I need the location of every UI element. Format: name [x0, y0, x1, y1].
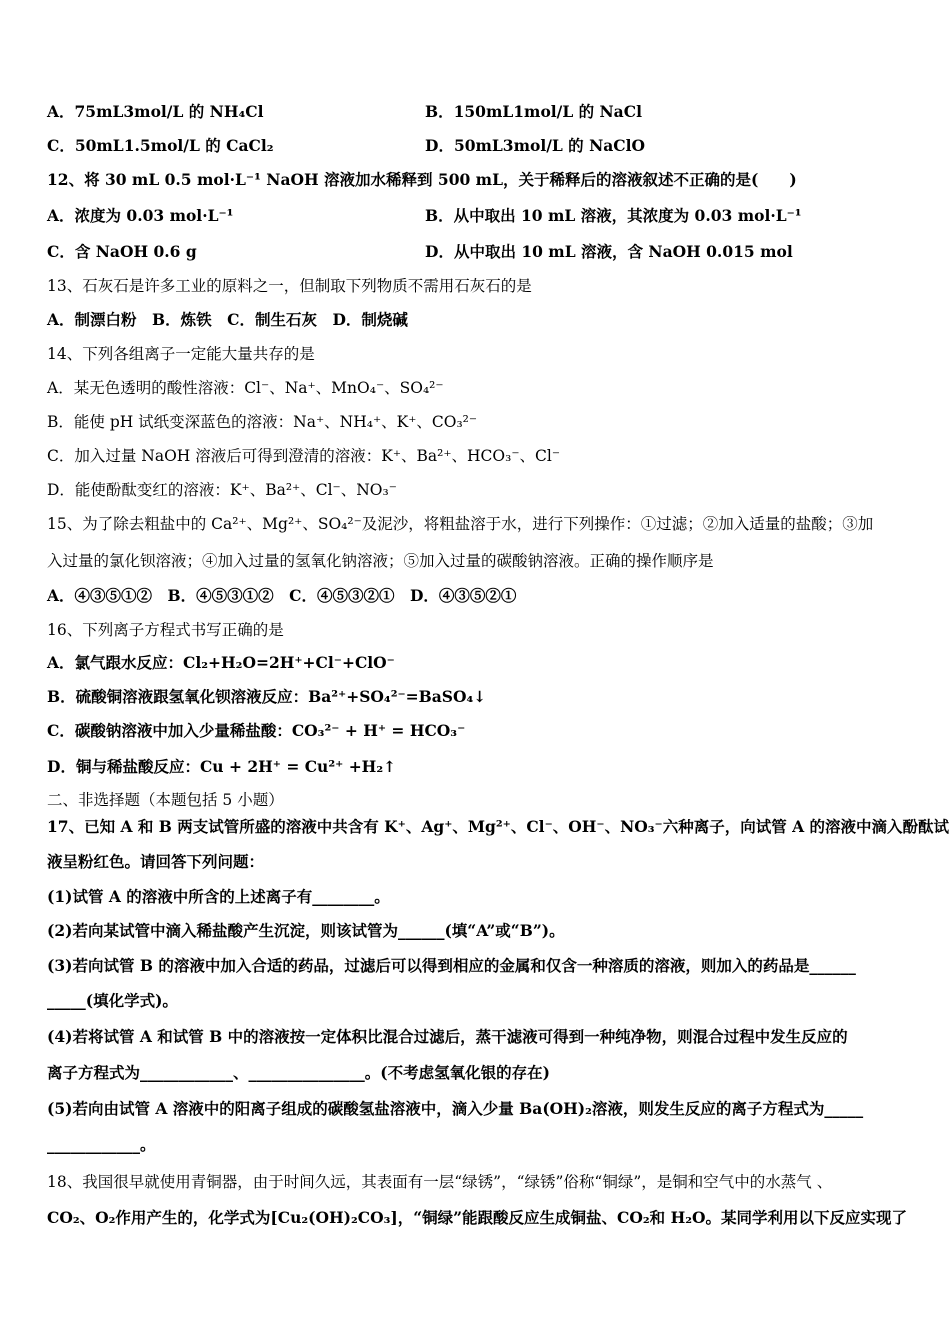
- q17-part2: (2)若向某试管中滴入稀盐酸产生沉淀，则该试管为______(填“A”或“B”)。: [47, 921, 565, 940]
- q17-part5-line1: (5)若向由试管 A 溶液中的阳离子组成的碳酸氢盐溶液中，滴入少量 Ba(OH)₂溶液，则发生反应的离子方程式为_____: [47, 1099, 864, 1118]
- q12-options-row2: [47, 242, 793, 262]
- option-d: D．从中取出 10 mL 溶液，含 NaOH 0.015 mol: [425, 242, 793, 261]
- q14-option-b: B．能使 pH 试纸变深蓝色的溶液：Na⁺、NH₄⁺、K⁺、CO₃²⁻: [47, 413, 478, 431]
- q11-options-row1: [47, 102, 642, 122]
- option-c: C．50mL1.5mol/L 的 CaCl₂: [47, 136, 274, 155]
- q16-stem: 16、下列离子方程式书写正确的是: [47, 621, 284, 639]
- q14-option-d: D．能使酚酞变红的溶液：K⁺、Ba²⁺、Cl⁻、NO₃⁻: [47, 481, 397, 499]
- option-b: B．从中取出 10 mL 溶液，其浓度为 0.03 mol·L⁻¹: [425, 206, 802, 225]
- q14-option-a: A．某无色透明的酸性溶液：Cl⁻、Na⁺、MnO₄⁻、SO₄²⁻: [47, 379, 444, 397]
- option-b: B．150mL1mol/L 的 NaCl: [425, 102, 642, 121]
- q17-part4-line2: 离子方程式为____________、_______________。(不考虑氢氧化银的存在): [47, 1063, 550, 1082]
- q16-option-a: A．氯气跟水反应：Cl₂+H₂O=2H⁺+Cl⁻+ClO⁻: [47, 653, 395, 672]
- q17-part4-line1: (4)若将试管 A 和试管 B 中的溶液按一定体积比混合过滤后，蒸干滤液可得到一种纯净物，则混合过程中发生反应的: [47, 1027, 848, 1046]
- q18-stem-line1: 18、我国很早就使用青铜器，由于时间久远，其表面有一层“绿锈”，“绿锈”俗称“铜绿”，是铜和空气中的水蒸气 、: [47, 1173, 833, 1191]
- option-a: A．浓度为 0.03 mol·L⁻¹: [47, 206, 234, 225]
- q17-part5-line2: ____________。: [47, 1135, 156, 1154]
- q12-stem: 12、将 30 mL 0.5 mol·L⁻¹ NaOH 溶液加水稀释到 500 mL，关于稀释后的溶液叙述不正确的是( ): [47, 170, 797, 189]
- q17-part3-line1: (3)若向试管 B 的溶液中加入合适的药品，过滤后可以得到相应的金属和仅含一种溶质的溶液，则加入的药品是______: [47, 956, 856, 975]
- q16-option-d: D．铜与稀盐酸反应：Cu + 2H⁺ = Cu²⁺ +H₂↑: [47, 757, 397, 776]
- q17-part3-line2: _____(填化学式)。: [47, 991, 178, 1010]
- q17-part1: (1)试管 A 的溶液中所含的上述离子有________。: [47, 887, 390, 906]
- option-d: D．50mL3mol/L 的 NaClO: [425, 136, 646, 155]
- q14-option-c: C．加入过量 NaOH 溶液后可得到澄清的溶液：K⁺、Ba²⁺、HCO₃⁻、Cl⁻: [47, 447, 561, 465]
- q15-stem-line2: 入过量的氯化钡溶液；④加入过量的氢氧化钠溶液；⑤加入过量的碳酸钠溶液。正确的操作顺序是: [47, 552, 714, 570]
- q18-stem-line2: CO₂、O₂作用产生的，化学式为[Cu₂(OH)₂CO₃]，“铜绿”能跟酸反应生成铜盐、CO₂和 H₂O。某同学利用以下反应实现了: [47, 1208, 908, 1227]
- q15-stem-line1: 15、为了除去粗盐中的 Ca²⁺、Mg²⁺、SO₄²⁻及泥沙，将粗盐溶于水，进行下列操作：①过滤；②加入适量的盐酸；③加: [47, 515, 874, 533]
- option-a: A．75mL3mol/L 的 NH₄Cl: [47, 102, 264, 121]
- q16-option-b: B．硫酸铜溶液跟氢氧化钡溶液反应：Ba²⁺+SO₄²⁻=BaSO₄↓: [47, 687, 487, 706]
- q15-options: A．④③⑤①② B．④⑤③①② C．④⑤③②① D．④③⑤②①: [47, 586, 517, 605]
- q13-options: A．制漂白粉 B．炼铁 C．制生石灰 D．制烧碱: [47, 310, 408, 329]
- q11-options-row2: [47, 136, 646, 156]
- option-c: C．含 NaOH 0.6 g: [47, 242, 197, 261]
- section-heading: 二、非选择题（本题包括 5 小题）: [47, 791, 284, 809]
- q14-stem: 14、下列各组离子一定能大量共存的是: [47, 345, 315, 363]
- q17-stem-line1: 17、已知 A 和 B 两支试管所盛的溶液中共含有 K⁺、Ag⁺、Mg²⁺、Cl⁻、OH⁻、NO₃⁻六种离子，向试管 A 的溶液中滴入酚酞试: [47, 817, 950, 836]
- q17-stem-line2: 液呈粉红色。请回答下列问题：: [47, 852, 265, 871]
- q12-options-row1: [47, 206, 802, 226]
- q16-option-c: C．碳酸钠溶液中加入少量稀盐酸：CO₃²⁻ + H⁺ = HCO₃⁻: [47, 721, 466, 740]
- q13-stem: 13、石灰石是许多工业的原料之一，但制取下列物质不需用石灰石的是: [47, 277, 532, 295]
